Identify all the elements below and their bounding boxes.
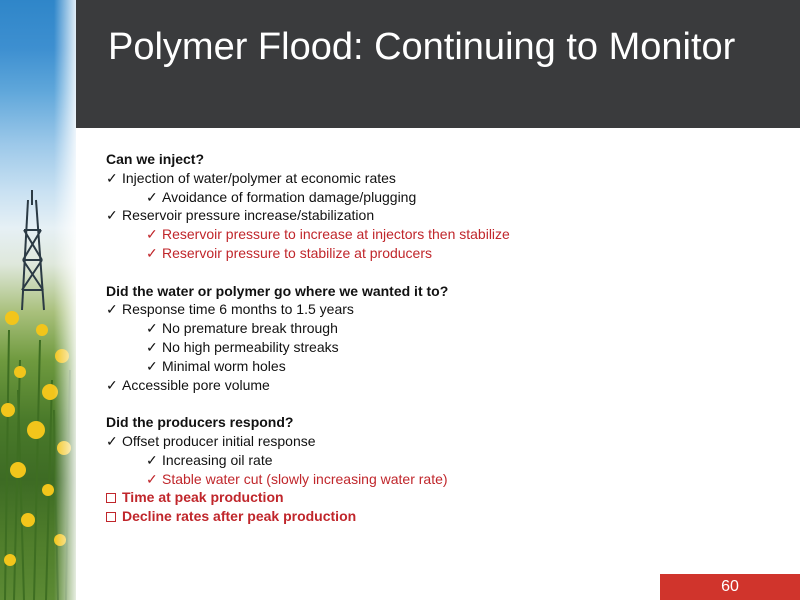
bullet-item xyxy=(106,300,666,319)
open-item xyxy=(106,507,666,526)
bullet-item xyxy=(106,169,666,188)
bullet-text: Minimal worm holes xyxy=(162,357,286,374)
check-icon: ✓ xyxy=(106,301,118,318)
section-heading: Can we inject? xyxy=(106,151,205,167)
side-photo-strip xyxy=(0,0,76,600)
bullet-text: Reservoir pressure to stabilize at producers xyxy=(162,244,433,261)
bullet-text: Reservoir pressure to increase at injectors then stabilize xyxy=(162,226,510,243)
check-icon: ✓ xyxy=(106,376,118,393)
bullet-text: Injection of water/polymer at economic rates xyxy=(122,169,396,186)
slide-body xyxy=(106,150,666,526)
page-number: 60 xyxy=(721,578,739,595)
bullet-item xyxy=(106,376,666,395)
check-icon: ✓ xyxy=(146,338,158,355)
sub-bullet-item xyxy=(106,357,666,376)
oil-derrick-icon xyxy=(22,190,44,310)
sub-bullet-item-highlight xyxy=(106,225,666,244)
sub-bullet-item xyxy=(106,338,666,357)
check-icon: ✓ xyxy=(106,207,118,224)
bullet-text: Increasing oil rate xyxy=(162,451,273,468)
bullet-text: Avoidance of formation damage/plugging xyxy=(162,188,417,205)
section-heading: Did the producers respond? xyxy=(106,414,294,431)
side-strip-fade xyxy=(54,0,76,600)
bullet-text: Time at peak production xyxy=(122,489,284,506)
bullet-text: Reservoir pressure increase/stabilization xyxy=(122,207,375,224)
checkbox-icon xyxy=(106,493,116,503)
bullet-text: No premature break through xyxy=(162,320,338,337)
bullet-text: Offset producer initial response xyxy=(122,432,316,449)
bullet-text: No high permeability streaks xyxy=(162,338,339,355)
check-icon: ✓ xyxy=(146,320,158,337)
bullet-item xyxy=(106,432,666,451)
check-icon: ✓ xyxy=(146,244,158,261)
slide-title: Polymer Flood: Continuing to Monitor xyxy=(108,26,736,68)
bullet-text: Stable water cut (slowly increasing water rate) xyxy=(162,470,448,487)
sub-bullet-item xyxy=(106,319,666,338)
check-icon: ✓ xyxy=(146,470,158,487)
bullet-text: Decline rates after peak production xyxy=(122,508,357,525)
sub-bullet-item-highlight xyxy=(106,244,666,263)
section-spacer xyxy=(106,263,666,282)
check-icon: ✓ xyxy=(146,226,158,243)
check-icon: ✓ xyxy=(106,169,118,186)
open-item xyxy=(106,488,666,507)
sub-bullet-item-highlight xyxy=(106,470,666,489)
check-icon: ✓ xyxy=(146,451,158,468)
bullet-text: Response time 6 months to 1.5 years xyxy=(122,301,354,318)
checkbox-icon xyxy=(106,512,116,522)
sub-bullet-item xyxy=(106,188,666,207)
bullet-item xyxy=(106,206,666,225)
sub-bullet-item xyxy=(106,451,666,470)
bullet-text: Accessible pore volume xyxy=(122,376,270,393)
check-icon: ✓ xyxy=(106,432,118,449)
section-spacer xyxy=(106,394,666,413)
check-icon: ✓ xyxy=(146,188,158,205)
section-heading: Did the water or polymer go where we wanted it to? xyxy=(106,282,449,299)
check-icon: ✓ xyxy=(146,357,158,374)
